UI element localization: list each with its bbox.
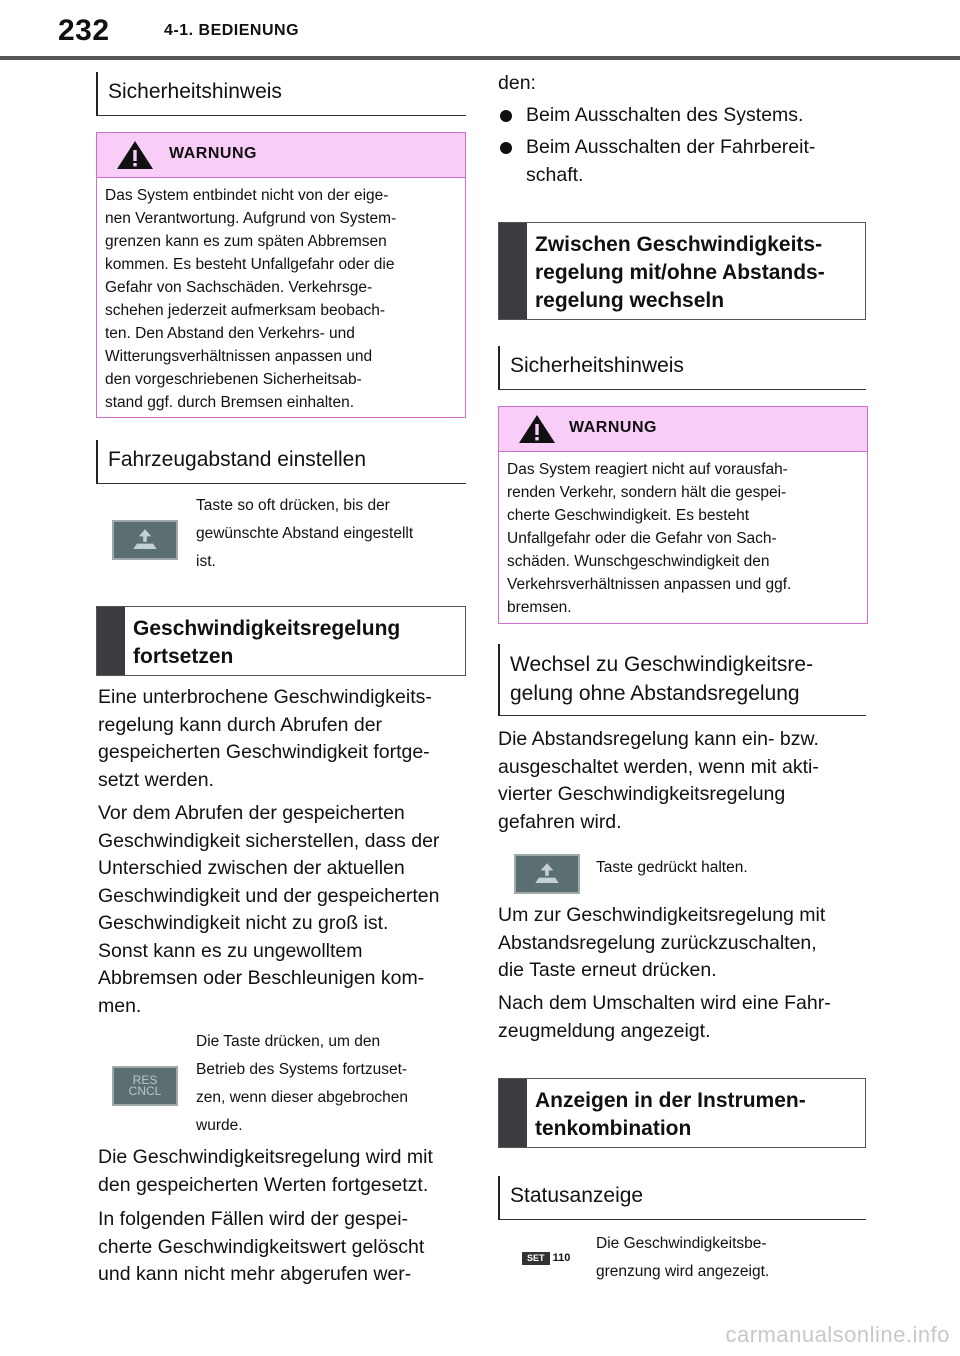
list-item: Beim Ausschalten der Fahrbereit- schaft. [500, 134, 866, 190]
warning-triangle-icon [115, 139, 155, 171]
change-paragraph-2: Um zur Geschwindigkeitsregelung mit Abstandsregelung zurückzuschalten, die Taste erneut drücken. [498, 904, 826, 981]
hold-button-image [514, 854, 580, 894]
warning-title: WARNUNG [569, 419, 657, 436]
distance-button-text: Taste so oft drücken, bis der gewünschte Abstand eingestellt ist. [196, 497, 414, 570]
distance-icon [516, 856, 578, 892]
resume-paragraph-3: Die Geschwindigkeitsregelung wird mit den gespeicherten Werten fortgesetzt. [98, 1146, 433, 1196]
change-heading: Wechsel zu Geschwindigkeitsre- gelung ohne Abstandsregelung [498, 644, 866, 716]
warning-header [499, 407, 867, 452]
warning-box-2 [498, 406, 868, 624]
bullet-icon [500, 142, 512, 154]
resume-paragraph-1: Eine unterbrochene Geschwindigkeits- regelung kann durch Abrufen der gespeicherten Geschwindigkeit fortge- setzt werden. [98, 686, 432, 791]
distance-button-image [112, 520, 178, 560]
set-label: SET [522, 1252, 550, 1265]
set-value: 110 [552, 1252, 571, 1264]
change-paragraph-3: Nach dem Umschalten wird eine Fahr- zeugmeldung angezeigt. [498, 992, 831, 1042]
continued-text: den: [498, 72, 536, 94]
change-paragraph-1: Die Abstandsregelung kann ein- bzw. ausgeschaltet werden, wenn mit akti- vierter Geschwindigkeitsregelung gefahren wird. [498, 728, 819, 833]
resume-section-heading: Geschwindigkeitsregelung fortsetzen [96, 606, 466, 676]
res-button-text: Die Taste drücken, um den Betrieb des Systems fortzuset- zen, wenn dieser abgebrochen wurde. [196, 1033, 408, 1134]
chapter-title: 4-1. BEDIENUNG [164, 22, 300, 39]
status-heading: Statusanzeige [498, 1176, 866, 1220]
display-section-heading: Anzeigen in der Instrumen- tenkombination [498, 1078, 866, 1148]
warning-text: Das System entbindet nicht von der eige- nen Verantwortung. Aufgrund von System- grenzen kann es zum späten Abbremsen kommen. Es besteht Unfallgefahr oder die Gefahr von Sachschäden. Verkehrsge- schehen jederzeit aufmerksam beobach- ten. Den Abstand den Verkehrs- und Witterungsverhältnissen anpassen und den vorgeschriebenen Sicherheitsab- stand ggf. durch Bremsen einhalten. [105, 187, 397, 411]
page-number: 232 [58, 14, 110, 47]
res-cncl-label: RES CNCL [128, 1073, 162, 1098]
distance-heading: Fahrzeugabstand einstellen [96, 440, 466, 484]
watermark: carmanualsonline.info [725, 1322, 950, 1347]
resume-paragraph-2: Vor dem Abrufen der gespeicherten Geschwindigkeit sicherstellen, dass der Unterschied zwischen der aktuellen Geschwindigkeit und der gespeicherten Geschwindigkeit nicht zu groß ist. Sonst kann es zu ungewolltem Abbremsen oder Beschleunigen kom- men. [98, 802, 440, 1017]
bullet-icon [500, 110, 512, 122]
hold-button-text: Taste gedrückt halten. [596, 859, 748, 876]
set-speed-indicator-icon [522, 1252, 570, 1265]
safety-heading-right: Sicherheitshinweis [498, 346, 866, 390]
warning-triangle-icon [517, 413, 557, 445]
header-divider [0, 56, 960, 60]
list-item: Beim Ausschalten des Systems. [500, 102, 866, 130]
warning-title: WARNUNG [169, 145, 257, 162]
warning-header [97, 133, 465, 178]
status-text: Die Geschwindigkeitsbe- grenzung wird angezeigt. [596, 1235, 770, 1280]
warning-text: Das System reagiert nicht auf vorausfah- renden Verkehr, sondern hält die gespei- cherte Geschwindigkeit. Es besteht Unfallgefahr oder die Gefahr von Sach- schäden. Wunschgeschwindigkeit den Verkehrsverhältnissen anpassen und ggf. bremsen. [507, 461, 792, 616]
switch-section-heading: Zwischen Geschwindigkeits- regelung mit/ohne Abstands- regelung wechseln [498, 222, 866, 320]
distance-icon [114, 522, 176, 558]
resume-paragraph-4: In folgenden Fällen wird der gespei- cherte Geschwindigkeitswert gelöscht und kann nicht mehr abgerufen wer- [98, 1208, 425, 1285]
warning-box-1 [96, 132, 466, 418]
res-cncl-button-image [112, 1066, 178, 1106]
page-header [0, 0, 960, 60]
safety-heading-left: Sicherheitshinweis [96, 72, 466, 116]
